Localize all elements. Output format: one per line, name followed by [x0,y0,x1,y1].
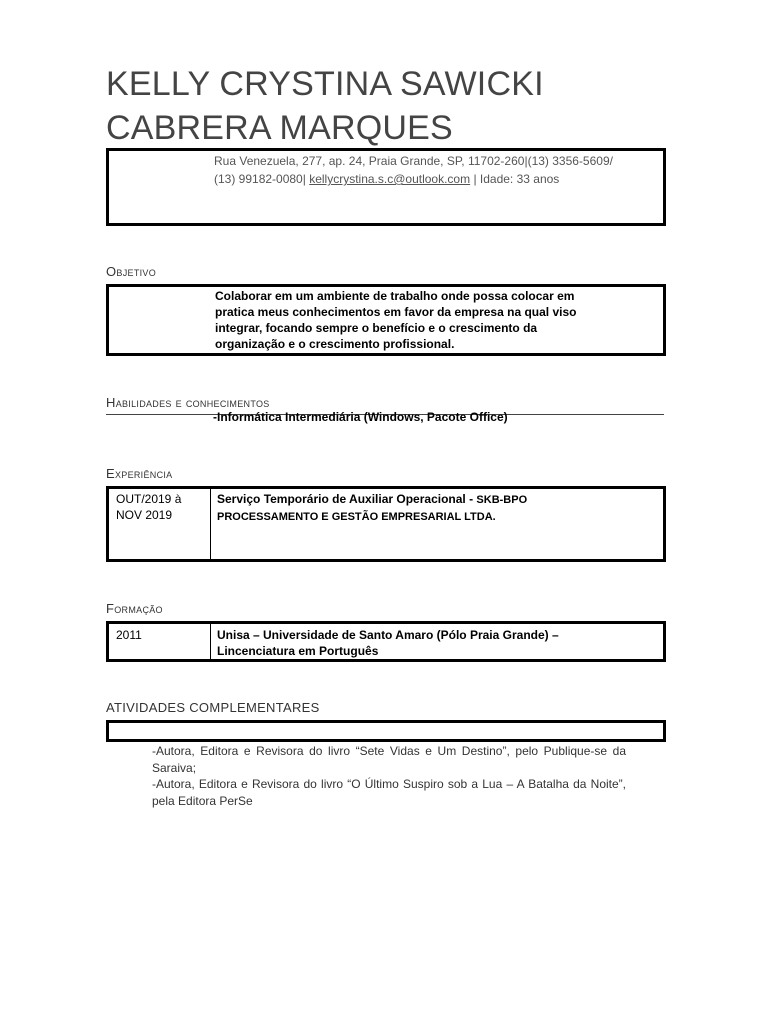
contact-info [214,152,614,188]
experience-period: OUT/2019 à NOV 2019 [116,492,182,522]
activities-box [106,720,666,742]
objective-title: Objetivo [106,264,157,279]
activities-title: ATIVIDADES COMPLEMENTARES [106,700,320,715]
education-table [106,621,666,662]
objective-text: Colaborar em um ambiente de trabalho onde possa colocar em pratica meus conhecimentos em favor da empresa na qual viso integrar, focando sempre o benefício e o crescimento da organização e o crescimento profissional. [215,289,577,351]
activity-item: -Autora, Editora e Revisora do livro “O Último Suspiro sob a Lua – A Batalha da Noite”, pela Editora PerSe [152,777,626,808]
experience-description [217,491,557,525]
experience-company: SKB-BPO PROCESSAMENTO E GESTÃO EMPRESARIAL LTDA. [217,494,528,523]
education-title: Formação [106,601,163,616]
age: | Idade: 33 anos [473,172,560,186]
experience-title: Experiência [106,466,173,481]
experience-role: Serviço Temporário de Auxiliar Operacional - [217,492,477,506]
education-year: 2011 [116,628,142,642]
experience-table [106,486,666,562]
skills-title: Habilidades e conhecimentos [106,395,270,410]
activity-item: -Autora, Editora e Revisora do livro “Sete Vidas e Um Destino”, pelo Publique-se da Saraiva; [152,744,626,775]
education-description: Unisa – Universidade de Santo Amaro (Pólo Praia Grande) – Lincenciatura em Português [217,628,559,658]
address-phone: Rua Venezuela, 277, ap. 24, Praia Grande, SP, 11702-260|(13) 3356-5609/ (13) 99182-0080| [214,154,613,186]
skills-item: -Informática Intermediária (Windows, Pacote Office) [213,410,508,424]
email-link[interactable]: kellycrystina.s.c@outlook.com [309,172,471,186]
candidate-name: KELLY CRYSTINA SAWICKI CABRERA MARQUES [106,65,544,147]
